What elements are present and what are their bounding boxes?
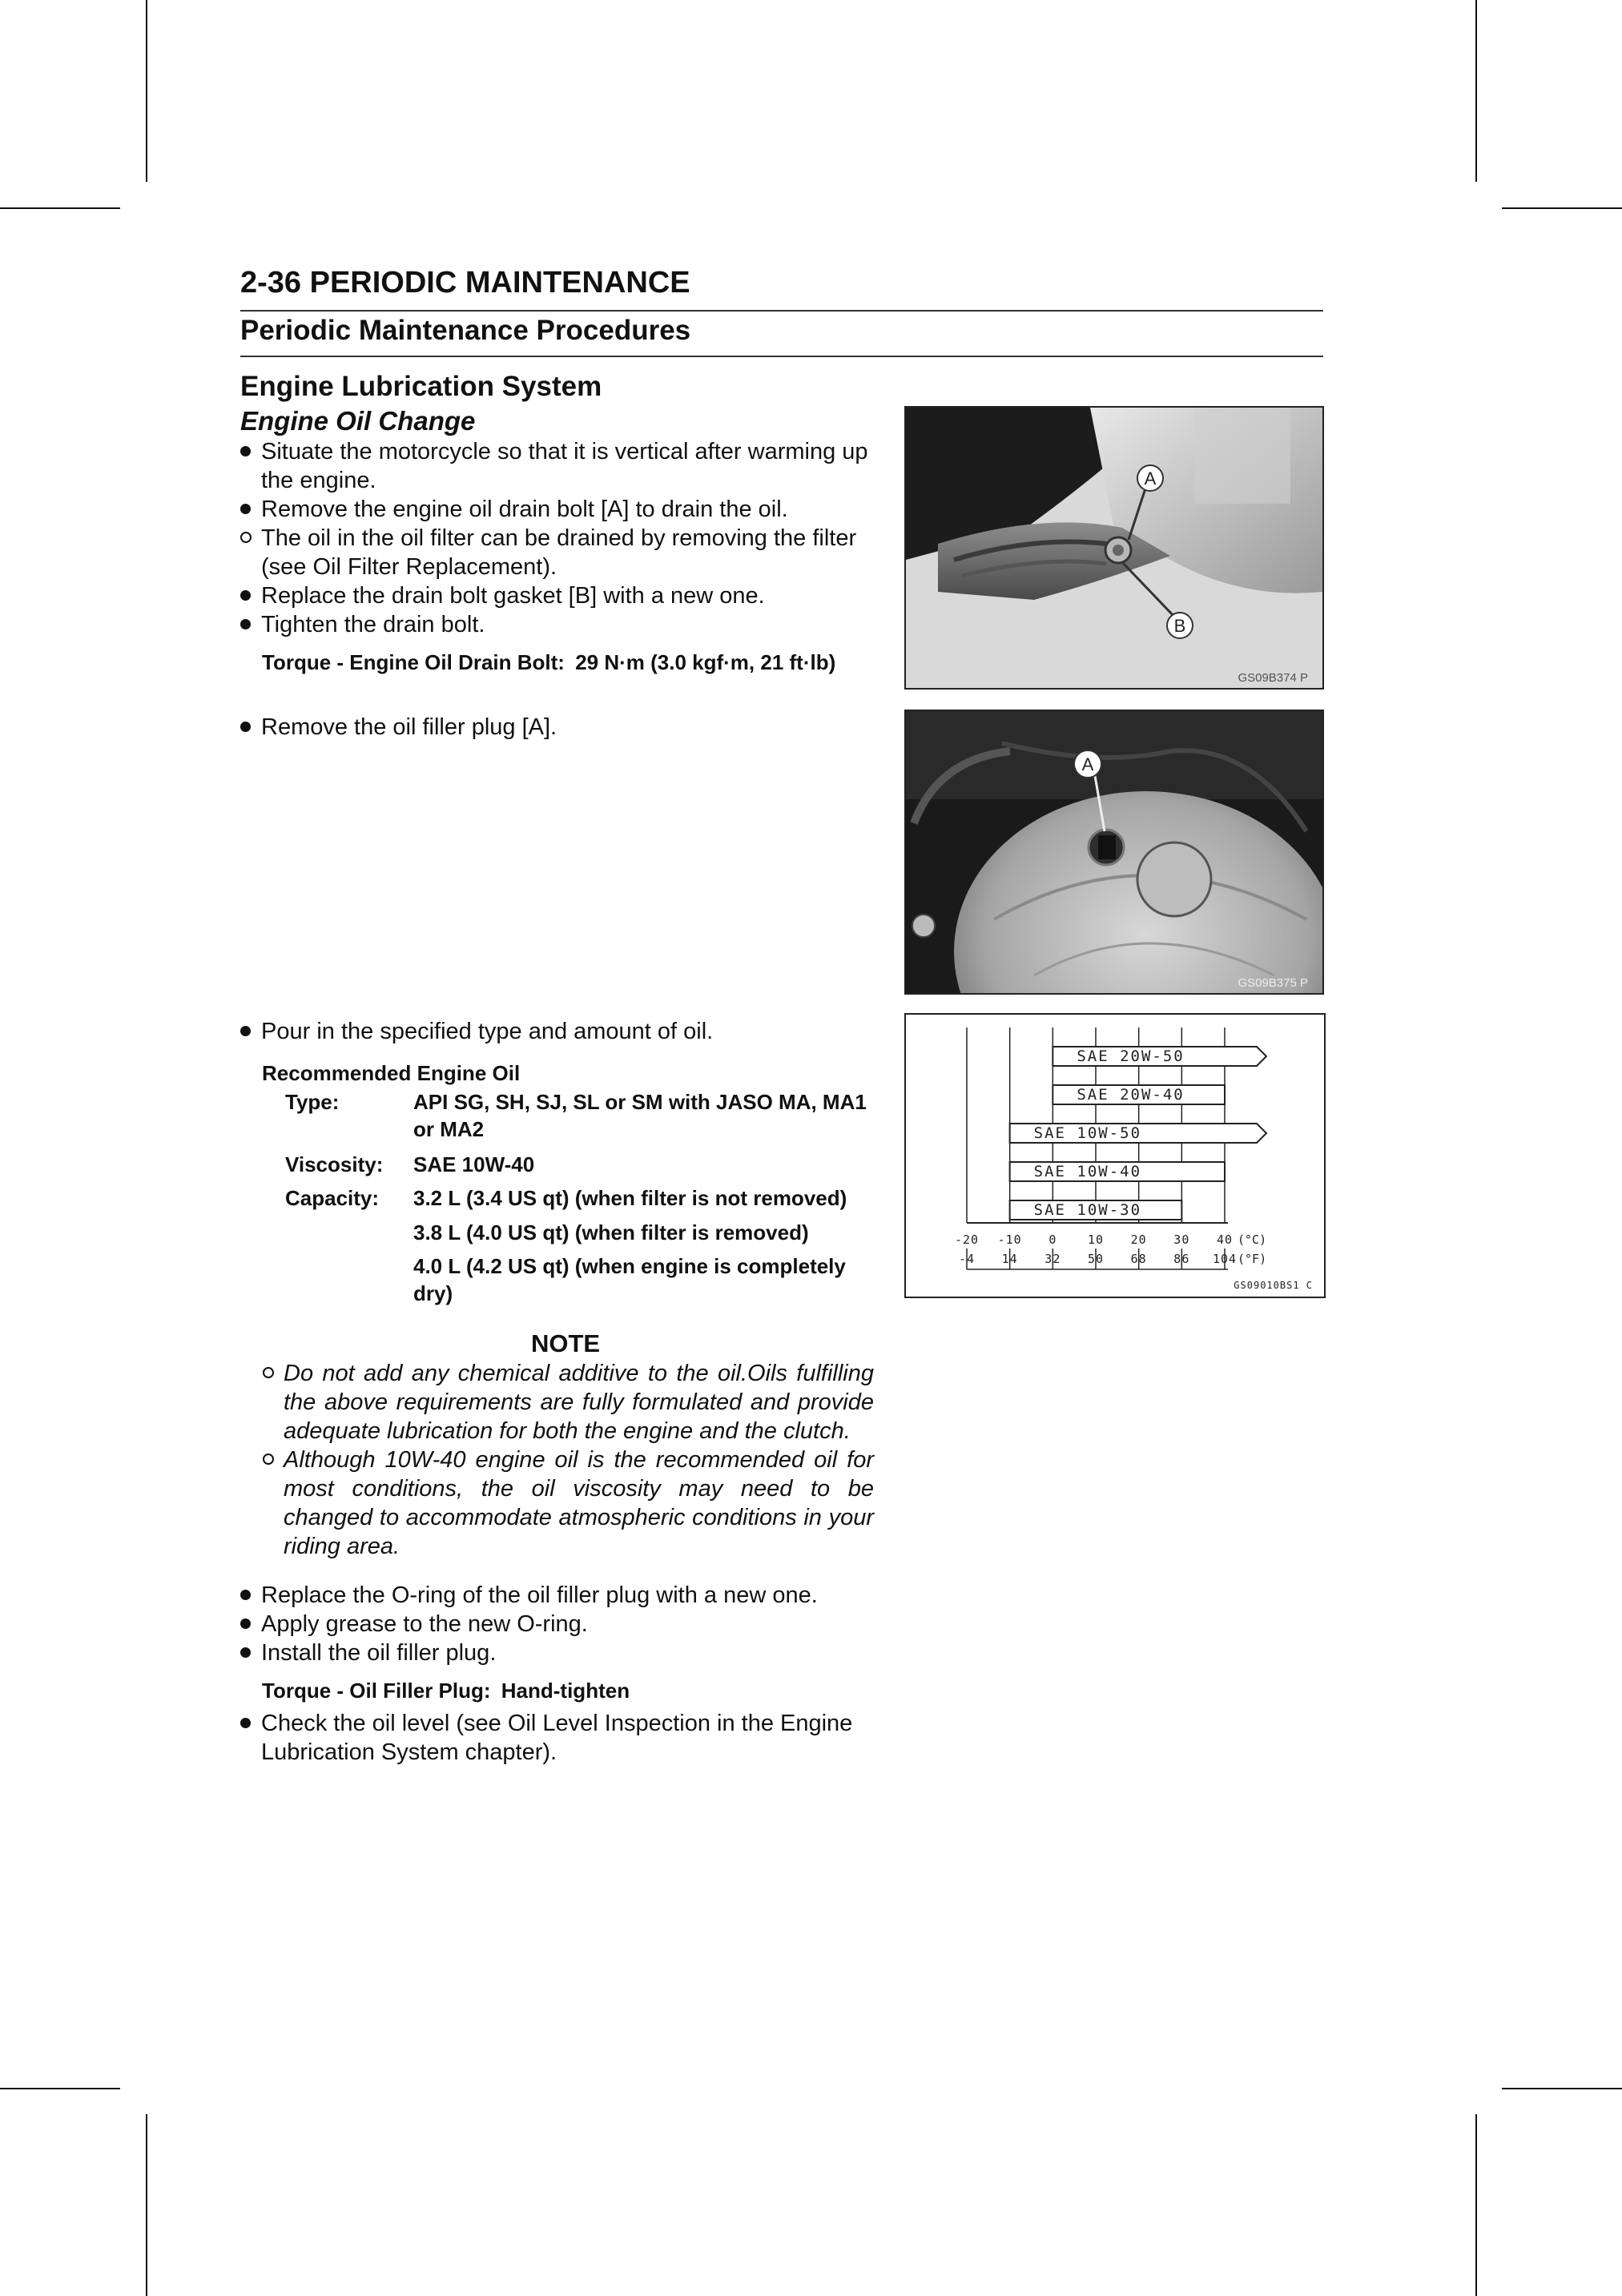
- spec-value: 3.8 L (4.0 US qt) (when filter is removed): [413, 1220, 809, 1245]
- x-tick-label-c: -10: [997, 1232, 1022, 1247]
- spec-value: 4.0 L (4.2 US qt) (when engine is completely dry): [413, 1254, 846, 1305]
- x-tick-label-f: -4: [958, 1252, 976, 1266]
- spec-heading: Recommended Engine Oil: [262, 1061, 521, 1085]
- crop-mark: [0, 2088, 120, 2089]
- bar-label: SAE 10W-50: [1033, 1124, 1142, 1142]
- callout-label: B: [1173, 616, 1186, 636]
- crop-mark: [1502, 207, 1622, 209]
- torque-spec: [262, 1679, 630, 1703]
- crop-mark: [1475, 2114, 1477, 2296]
- callout-label: A: [1081, 754, 1094, 774]
- torque-spec: [262, 650, 835, 675]
- ring-bullet-icon: [240, 532, 252, 543]
- list-item: Remove the engine oil drain bolt [A] to drain the oil.: [240, 495, 881, 524]
- x-tick-label-f: 68: [1130, 1252, 1147, 1266]
- x-tick-label-f: 32: [1044, 1252, 1061, 1266]
- list-item: Replace the O-ring of the oil filler plug with a new one.: [240, 1581, 881, 1610]
- drain-bolt-photo-graphic: [906, 408, 1322, 688]
- drain-bolt-photo: [904, 406, 1324, 690]
- spec-value: SAE 10W-40: [413, 1152, 535, 1176]
- spec-label: Capacity:: [285, 1186, 380, 1210]
- viscosity-chart: [904, 1013, 1326, 1298]
- crop-mark: [1502, 2088, 1622, 2089]
- list-item: Tighten the drain bolt.: [240, 610, 881, 639]
- x-unit-f: (°F): [1238, 1252, 1267, 1266]
- x-tick-label-c: 10: [1087, 1232, 1105, 1247]
- x-tick-label-c: 0: [1048, 1232, 1057, 1247]
- crop-mark: [1475, 0, 1477, 182]
- bullet-icon: [240, 1647, 251, 1658]
- x-tick-label-f: 86: [1173, 1252, 1190, 1266]
- crop-mark: [146, 0, 147, 182]
- spec-value: 3.2 L (3.4 US qt) (when filter is not removed): [413, 1186, 847, 1210]
- bullet-icon: [240, 1590, 251, 1600]
- list-item: Replace the drain bolt gasket [B] with a new one.: [240, 581, 881, 610]
- list-item: Apply grease to the new O-ring.: [240, 1610, 881, 1639]
- bar-label: SAE 20W-50: [1077, 1047, 1185, 1065]
- torque-label: Torque - Oil Filler Plug:: [262, 1679, 491, 1703]
- bullet-icon: [240, 590, 251, 601]
- bullet-icon: [240, 619, 251, 629]
- spec-value: API SG, SH, SJ, SL or SM with JASO MA, MA1 or MA2: [413, 1090, 867, 1141]
- spec-label: Viscosity:: [285, 1152, 384, 1176]
- bar-label: SAE 10W-30: [1033, 1201, 1142, 1219]
- bullet-icon: [240, 504, 251, 514]
- x-tick-label-c: 20: [1130, 1232, 1147, 1247]
- note-item: Although 10W-40 engine oil is the recommended oil for most conditions, the oil viscosity may need to be changed to accommodate atmospheric conditions in your riding area.: [263, 1446, 874, 1561]
- x-tick-label-c: -20: [954, 1232, 980, 1247]
- note-item: Do not add any chemical additive to the oil.Oils fulfilling the above requirements are fully formulated and provide adequate lubrication for both the engine and the clutch.: [263, 1359, 874, 1446]
- bullet-icon: [240, 446, 251, 456]
- spec-label: Type:: [285, 1090, 340, 1114]
- header-rule: [240, 310, 1323, 312]
- torque-value: 29 N·m (3.0 kgf·m, 21 ft·lb): [575, 650, 836, 674]
- note-title: NOTE: [531, 1329, 601, 1357]
- callout-label: A: [1144, 468, 1157, 489]
- crop-mark: [146, 2114, 147, 2296]
- bar-label: SAE 10W-40: [1033, 1163, 1142, 1180]
- x-tick-label-f: 104: [1212, 1252, 1238, 1266]
- page-title: 2-36 PERIODIC MAINTENANCE: [240, 266, 690, 300]
- section-title: Engine Lubrication System: [240, 371, 602, 402]
- x-unit-c: (°C): [1238, 1232, 1267, 1247]
- section-subtitle: Engine Oil Change: [240, 406, 476, 436]
- list-item: Check the oil level (see Oil Level Inspection in the Engine Lubrication System chapter).: [240, 1709, 881, 1767]
- header-rule: [240, 356, 1323, 357]
- bullet-icon: [240, 1618, 251, 1629]
- bullet-icon: [240, 722, 251, 732]
- list-item: Remove the oil filler plug [A].: [240, 713, 881, 742]
- x-tick-label-f: 50: [1087, 1252, 1105, 1266]
- list-item: Pour in the specified type and amount of oil.: [240, 1017, 881, 1046]
- page-subtitle: Periodic Maintenance Procedures: [240, 315, 691, 346]
- x-tick-label-f: 14: [1001, 1252, 1018, 1266]
- torque-value: Hand-tighten: [501, 1679, 630, 1703]
- filler-plug-photo-graphic: [906, 711, 1322, 993]
- list-item: Situate the motorcycle so that it is vertical after warming up the engine.: [240, 437, 881, 495]
- filler-plug-photo: [904, 710, 1324, 995]
- ring-bullet-icon: [263, 1367, 274, 1378]
- bullet-icon: [240, 1026, 251, 1036]
- list-item: Install the oil filler plug.: [240, 1639, 881, 1667]
- figure-code: GS09B375 P: [1238, 976, 1308, 990]
- ring-bullet-icon: [263, 1454, 274, 1465]
- x-tick-label-c: 40: [1216, 1232, 1234, 1247]
- viscosity-chart-svg: [906, 1015, 1324, 1297]
- list-item: The oil in the oil filter can be drained by removing the filter (see Oil Filter Replacement).: [240, 524, 881, 581]
- bullet-icon: [240, 1718, 251, 1728]
- figure-code: GS09B374 P: [1238, 671, 1308, 685]
- crop-mark: [0, 207, 120, 209]
- x-tick-label-c: 30: [1173, 1232, 1190, 1247]
- bar-label: SAE 20W-40: [1077, 1086, 1185, 1104]
- torque-label: Torque - Engine Oil Drain Bolt:: [262, 650, 565, 674]
- figure-code: GS09010BS1 C: [1234, 1280, 1313, 1291]
